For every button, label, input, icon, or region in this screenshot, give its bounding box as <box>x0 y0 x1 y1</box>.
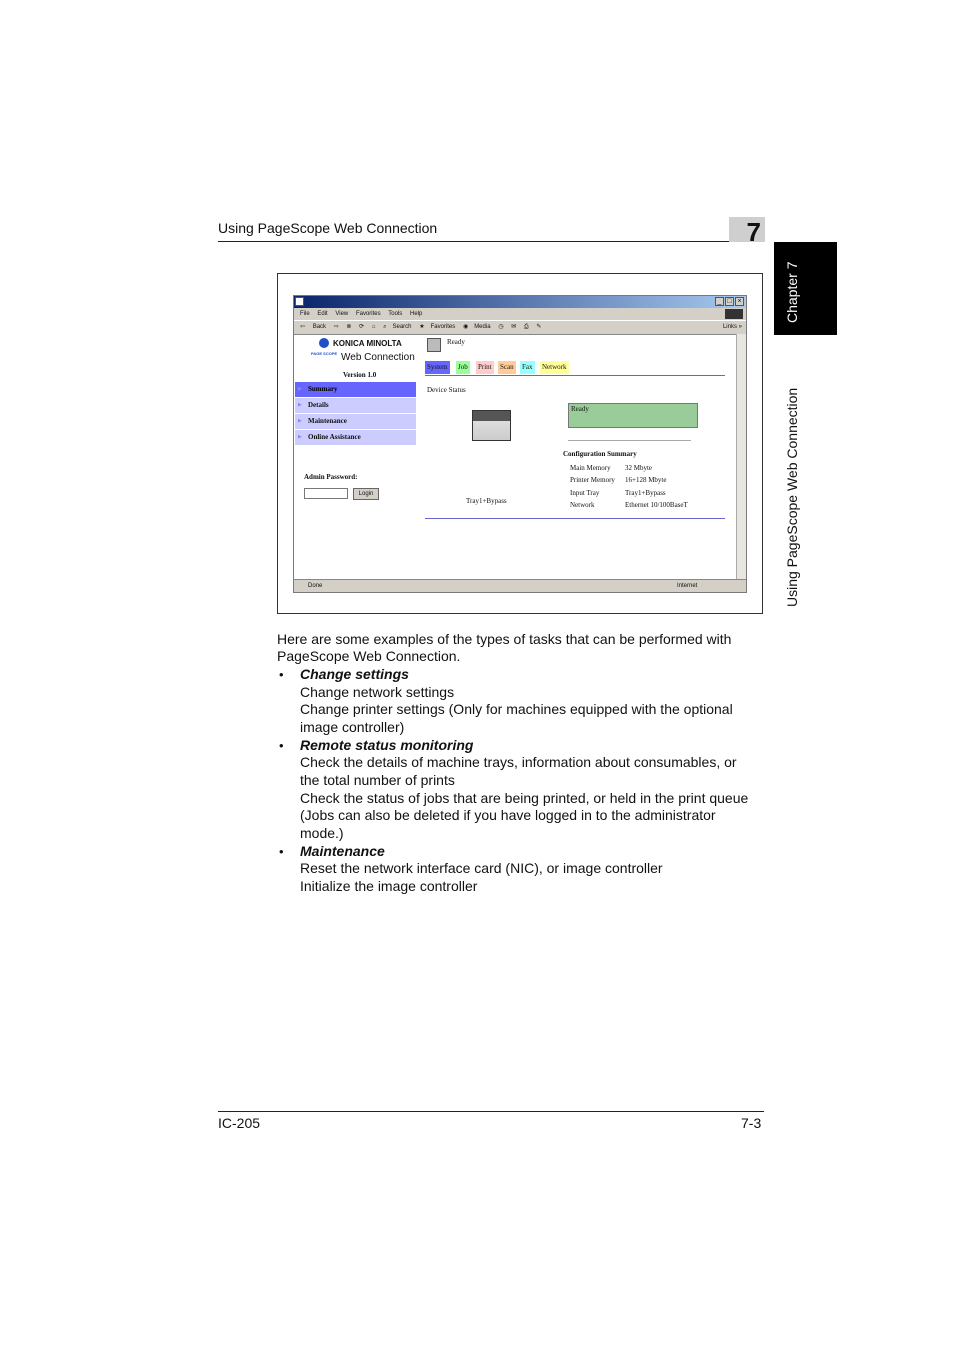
section-line: (Jobs can also be deleted if you have logged in to the administrator <box>300 807 716 823</box>
section-line: Initialize the image controller <box>300 878 478 894</box>
admin-password-input[interactable] <box>304 488 348 499</box>
tab-underline <box>425 375 725 376</box>
status-zone: Internet <box>677 583 698 589</box>
search-button[interactable]: ⌕ Search <box>383 324 412 330</box>
close-icon[interactable]: × <box>735 297 744 306</box>
config-key: Network <box>570 501 595 509</box>
config-title: Configuration Summary <box>563 450 637 458</box>
section-line: Change printer settings (Only for machines equipped with the optional <box>300 701 733 717</box>
config-value: 32 Mbyte <box>625 464 653 472</box>
sidebar-item-details[interactable]: ▶ Details <box>295 398 416 413</box>
back-button[interactable]: ⇦ Back <box>300 324 327 330</box>
section-line: image controller) <box>300 719 405 735</box>
tab-print[interactable]: Print <box>476 361 494 374</box>
status-top: Ready <box>447 338 465 346</box>
media-button[interactable]: ◉ Media <box>462 324 491 330</box>
footer-page-number: 7-3 <box>741 1115 762 1131</box>
tab-network[interactable]: Network <box>540 361 569 374</box>
browser-menubar <box>294 308 746 320</box>
status-box: Ready <box>568 403 698 428</box>
sidebar-item-online-assistance[interactable]: ▶ Online Assistance <box>295 430 416 445</box>
status-done: Done <box>308 583 323 589</box>
header-rule <box>218 241 764 242</box>
print-icon[interactable]: ⎙ <box>523 324 529 330</box>
ie-icon <box>295 297 304 306</box>
product-name: Web Connection <box>341 352 415 363</box>
intro-line-2: PageScope Web Connection. <box>277 648 461 664</box>
section-title-remote-status-monitoring: Remote status monitoring <box>300 737 474 753</box>
forward-button[interactable]: ⇨ <box>333 324 339 330</box>
tab-system[interactable]: System <box>425 361 450 374</box>
window-titlebar <box>294 296 746 308</box>
tab-fax[interactable]: Fax <box>520 361 535 374</box>
sidebar-item-maintenance[interactable]: ▶ Maintenance <box>295 414 416 429</box>
browser-statusbar <box>294 579 746 592</box>
sidebar-item-summary[interactable]: ▶ Summary <box>295 382 416 397</box>
section-line: Check the status of jobs that are being printed, or held in the print queue <box>300 790 749 806</box>
minimize-icon[interactable]: _ <box>715 297 724 306</box>
footer-model: IC-205 <box>218 1115 261 1131</box>
running-header-title: Using PageScope Web Connection <box>218 220 438 236</box>
pagescope-logo: PAGE SCOPE <box>311 351 338 356</box>
intro-line-1: Here are some examples of the types of tasks that can be performed with <box>277 631 732 647</box>
konica-minolta-globe-icon <box>319 338 329 348</box>
config-value: Ethernet 10/100BaseT <box>625 501 688 509</box>
edit-icon[interactable]: ✎ <box>536 324 542 330</box>
chapter-number-badge: 7 <box>729 217 765 242</box>
bullet-1: • <box>279 667 284 682</box>
content-bottom-rule <box>425 518 725 519</box>
admin-password-label: Admin Password: <box>304 473 358 481</box>
section-line: Change network settings <box>300 684 455 700</box>
section-line: Reset the network interface card (NIC), or image controller <box>300 860 663 876</box>
version-label: Version 1.0 <box>343 371 377 379</box>
tab-job[interactable]: Job <box>456 361 470 374</box>
menu-favorites[interactable]: Favorites <box>355 311 381 317</box>
tray-label: Tray1+Bypass <box>466 497 507 505</box>
device-status-title: Device Status <box>427 386 466 394</box>
config-key: Input Tray <box>570 489 600 497</box>
vertical-scrollbar[interactable] <box>736 334 746 580</box>
maximize-icon[interactable]: □ <box>725 297 734 306</box>
menu-edit[interactable]: Edit <box>317 311 328 317</box>
section-line: Check the details of machine trays, information about consumables, or <box>300 754 737 770</box>
menu-file[interactable]: File <box>300 311 310 317</box>
tab-scan[interactable]: Scan <box>498 361 516 374</box>
bullet-3: • <box>279 844 284 859</box>
footer-rule <box>218 1111 764 1112</box>
status-divider <box>568 440 691 441</box>
config-value: 16+128 Mbyte <box>625 476 667 484</box>
config-key: Printer Memory <box>570 476 615 484</box>
windows-logo-icon <box>725 309 743 319</box>
favorites-button[interactable]: ★ Favorites <box>419 324 456 330</box>
links-button[interactable]: Links » <box>722 324 742 330</box>
browser-toolbar <box>294 320 746 335</box>
menu-view[interactable]: View <box>335 311 349 317</box>
config-value: Tray1+Bypass <box>625 489 666 497</box>
bullet-2: • <box>279 738 284 753</box>
menu-help[interactable]: Help <box>409 311 423 317</box>
side-tab-section: Using PageScope Web Connection <box>784 387 800 607</box>
section-title-change-settings: Change settings <box>300 666 409 682</box>
section-title-maintenance: Maintenance <box>300 843 385 859</box>
section-line: the total number of prints <box>300 772 455 788</box>
home-icon[interactable]: ⌂ <box>371 324 376 330</box>
section-line: mode.) <box>300 825 344 841</box>
printer-status-icon <box>427 338 441 352</box>
menu-tools[interactable]: Tools <box>388 311 403 317</box>
config-key: Main Memory <box>570 464 611 472</box>
login-button[interactable]: Login <box>353 488 379 500</box>
brand-logo-text: KONICA MINOLTA <box>333 339 402 348</box>
mail-icon[interactable]: ✉ <box>511 324 517 330</box>
history-icon[interactable]: ◷ <box>498 324 504 330</box>
side-tab-chapter: Chapter 7 <box>784 261 800 323</box>
refresh-icon[interactable]: ⟳ <box>359 324 365 330</box>
device-image <box>472 410 511 441</box>
stop-icon[interactable]: ⊗ <box>346 324 352 330</box>
